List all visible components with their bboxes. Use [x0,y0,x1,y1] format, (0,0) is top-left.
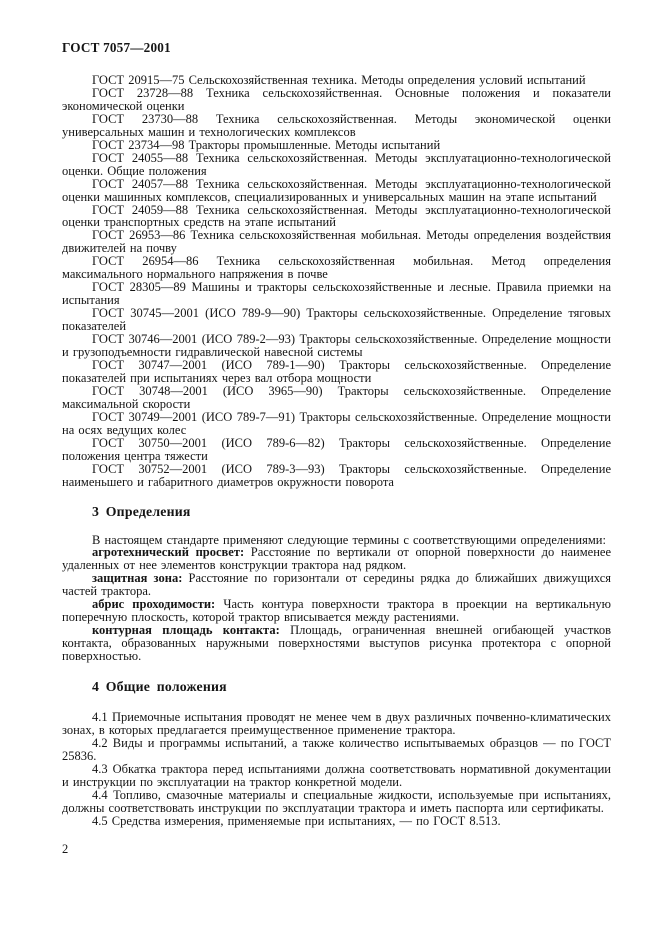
reference-item: ГОСТ 30747—2001 (ИСО 789-1—90) Тракторы сельскохозяйственные. Определение показателей при испытаниях через вал отбора мощности [62,357,611,385]
reference-item: ГОСТ 30746—2001 (ИСО 789-2—93) Тракторы сельскохозяйственные. Определение мощности и грузоподъемности гидравлической навесной системы [62,332,611,360]
section-heading-definitions: 3 Определения [92,503,191,519]
term-paragraph [62,572,611,598]
reference-item: ГОСТ 23730—88 Техника сельскохозяйственная. Методы экономической оценки универсальных машин и технологических комплексов [62,111,611,139]
reference-item: ГОСТ 30745—2001 (ИСО 789-9—90) Тракторы сельскохозяйственные. Определение тяговых показателей [62,306,611,334]
document-header: ГОСТ 7057—2001 [62,40,171,55]
reference-item: ГОСТ 30748—2001 (ИСО 3965—90) Тракторы сельскохозяйственные. Определение максимальной скорости [62,383,611,411]
clause-paragraph: 4.1 Приемочные испытания проводят не менее чем в двух различных почвенно-климатических зонах, в которых предлагается преимущественное применение трактора. [62,710,611,737]
reference-item: ГОСТ 30750—2001 (ИСО 789-6—82) Тракторы сельскохозяйственные. Определение положения центра тяжести [62,435,611,463]
clause-paragraph: 4.5 Средства измерения, применяемые при испытаниях, — по ГОСТ 8.513. [92,813,501,828]
reference-item: ГОСТ 24059—88 Техника сельскохозяйственная. Методы эксплуатационно-технологической оценки транспортных средств на этапе испытаний [62,202,611,230]
reference-item: ГОСТ 30749—2001 (ИСО 789-7—91) Тракторы сельскохозяйственные. Определение мощности на осях ведущих колес [62,409,611,437]
term-label: абрис проходимости: [92,597,216,612]
clause-paragraph: 4.3 Обкатка трактора перед испытаниями должна соответствовать нормативной документации и инструкции по эксплуатации на трактор конкретной модели. [62,761,611,789]
reference-item: ГОСТ 24057—88 Техника сельскохозяйственная. Методы эксплуатационно-технологической оценки машинных комплексов, специализированных и универсальных машин на этапе испытаний [62,176,611,204]
reference-item: ГОСТ 23734—98 Тракторы промышленные. Методы испытаний [92,137,441,152]
reference-item: ГОСТ 24055—88 Техника сельскохозяйственная. Методы эксплуатационно-технологической оценки. Общие положения [62,150,611,178]
term-definition: Площадь, ограниченная внешней огибающей участков контакта, образованных наружными поверхностями выступов рисунка протектора с опорной поверхностью. [62,623,611,664]
definitions-intro: В настоящем стандарте применяют следующие термины с соответствующими определениями: [92,532,606,547]
term-definition: Расстояние по горизонтали от середины рядка до ближайших движущихся частей трактора. [62,571,611,599]
term-definition: Часть контура поверхности трактора в проекции на вертикальную поперечную плоскость, которой трактор вписывается между растениями. [62,597,612,625]
reference-item: ГОСТ 26953—86 Техника сельскохозяйственная мобильная. Методы определения воздействия движителей на почву [62,228,611,256]
term-definition: Расстояние по вертикали от опорной поверхности до наименее удаленных от нее элементов конструкции трактора над рядком. [62,545,611,573]
reference-item: ГОСТ 20915—75 Сельскохозяйственная техника. Методы определения условий испытаний [92,73,586,87]
term-label: контурная площадь контакта: [92,623,280,638]
term-label: защитная зона: [92,571,183,586]
term-paragraph [62,546,611,572]
term-paragraph [62,624,611,663]
clause-paragraph: 4.2 Виды и программы испытаний, а также количество испытываемых образцов — по ГОСТ 25836. [62,735,611,763]
section-heading-general: 4 Общие положения [92,679,227,695]
page-number: 2 [62,841,69,856]
term-label: агротехнический просвет: [92,545,245,560]
references-list [62,74,611,489]
reference-item: ГОСТ 30752—2001 (ИСО 789-3—93) Тракторы сельскохозяйственные. Определение наименьшего и габаритного диаметров окружности поворота [62,461,611,489]
clause-paragraph: 4.4 Топливо, смазочные материалы и специальные жидкости, используемые при испытаниях, должны соответствовать инструкции по эксплуатации трактора и иметь паспорта или сертификаты. [62,787,611,815]
reference-item: ГОСТ 23728—88 Техника сельскохозяйственная. Основные положения и показатели экономической оценки [62,85,611,113]
term-paragraph [62,598,611,624]
general-section [62,711,611,828]
reference-item: ГОСТ 28305—89 Машины и тракторы сельскохозяйственные и лесные. Правила приемки на испытания [62,280,611,308]
reference-item: ГОСТ 26954—86 Техника сельскохозяйственная мобильная. Метод определения максимального нормального напряжения в почве [62,254,611,282]
definitions-section [62,534,611,664]
